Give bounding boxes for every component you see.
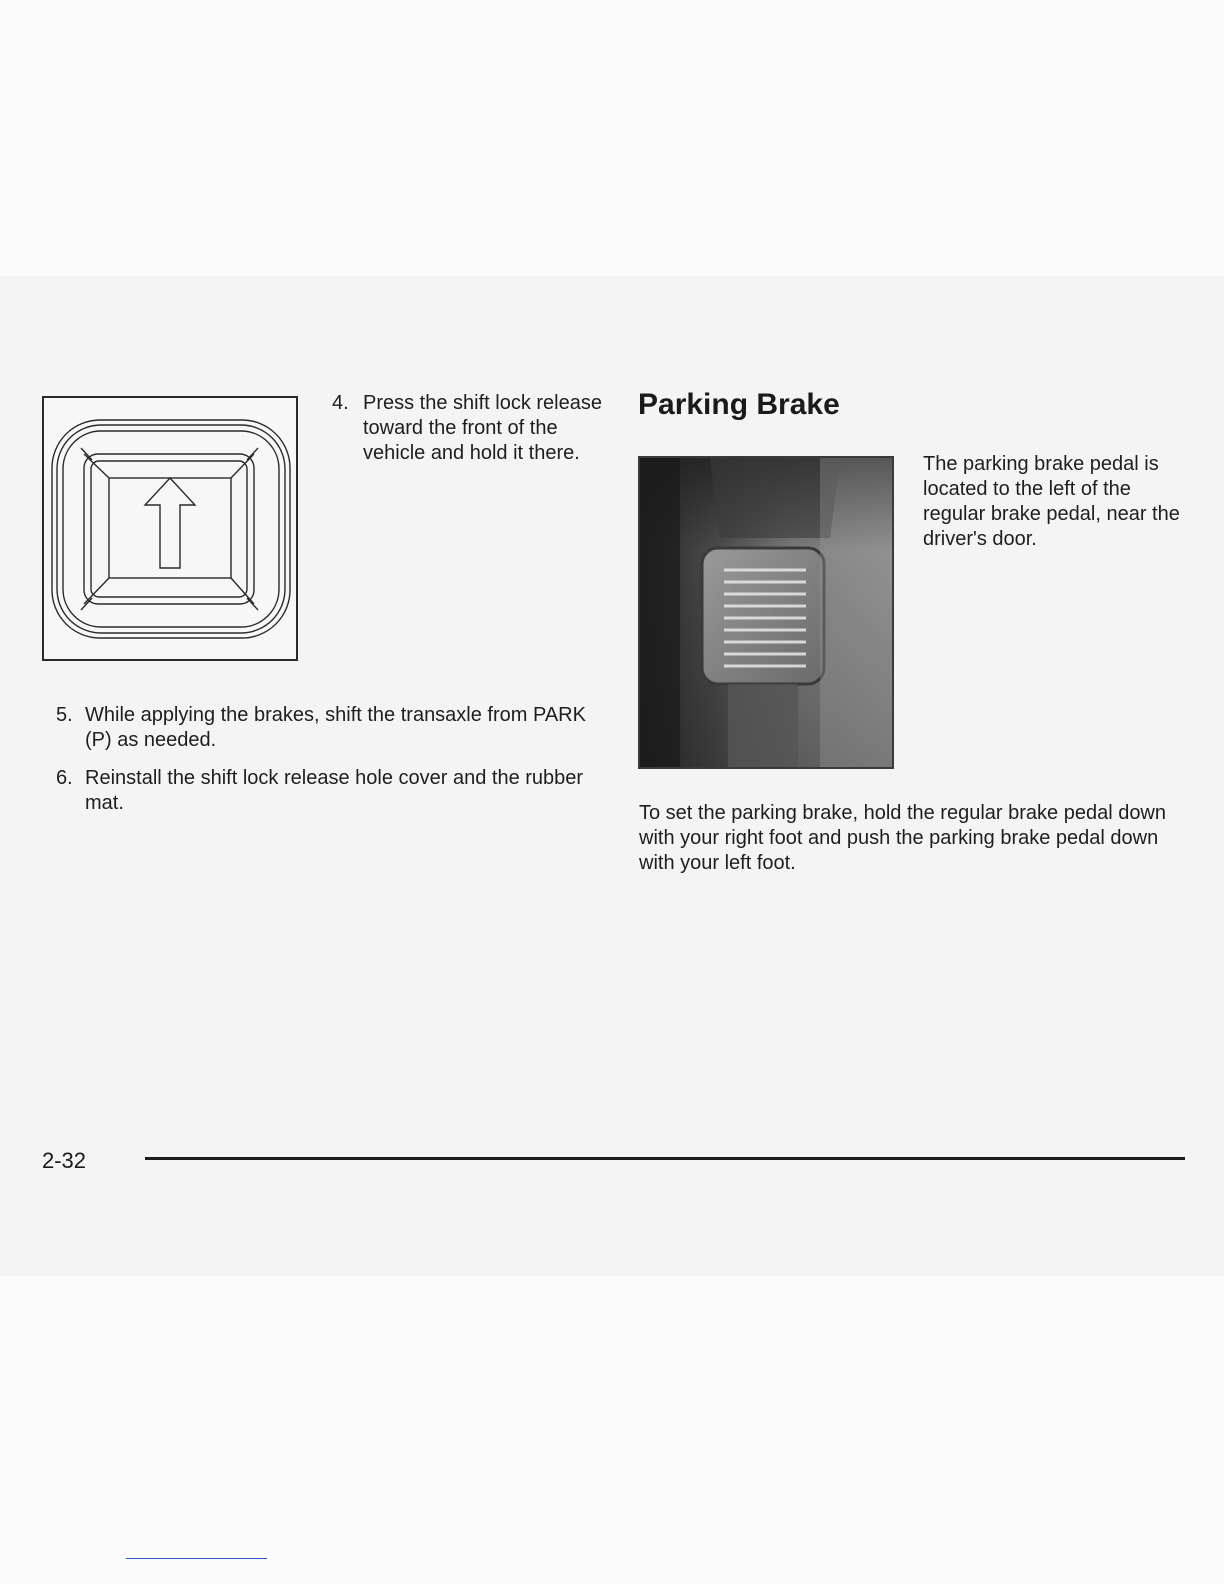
step-5 (56, 703, 596, 753)
step-text: Press the shift lock release toward the front of the vehicle and hold it there. (363, 392, 602, 464)
footer-rule (145, 1157, 1185, 1160)
parking-brake-instructions-text: To set the parking brake, hold the regular brake pedal down with your right foot and push the parking brake pedal down with your left foot. (639, 802, 1167, 874)
shift-lock-diagram (42, 396, 298, 661)
step-text: Reinstall the shift lock release hole cover and the rubber mat. (85, 767, 584, 814)
bottom-link-underline (126, 1558, 267, 1559)
step-number: 6. (56, 767, 73, 789)
parking-brake-photo (638, 456, 894, 769)
section-heading: Parking Brake (638, 388, 840, 421)
up-arrow-icon (44, 398, 296, 659)
step-text: While applying the brakes, shift the transaxle from PARK (P) as needed. (85, 704, 586, 751)
page-number: 2-32 (42, 1148, 87, 1173)
step-4 (332, 391, 602, 466)
step-6 (56, 766, 596, 816)
brake-pedal-photo (640, 458, 892, 767)
parking-brake-location-text: The parking brake pedal is located to the left of the regular brake pedal, near the driver's door. (923, 453, 1180, 550)
step-number: 5. (56, 704, 73, 726)
step-number: 4. (332, 392, 349, 414)
